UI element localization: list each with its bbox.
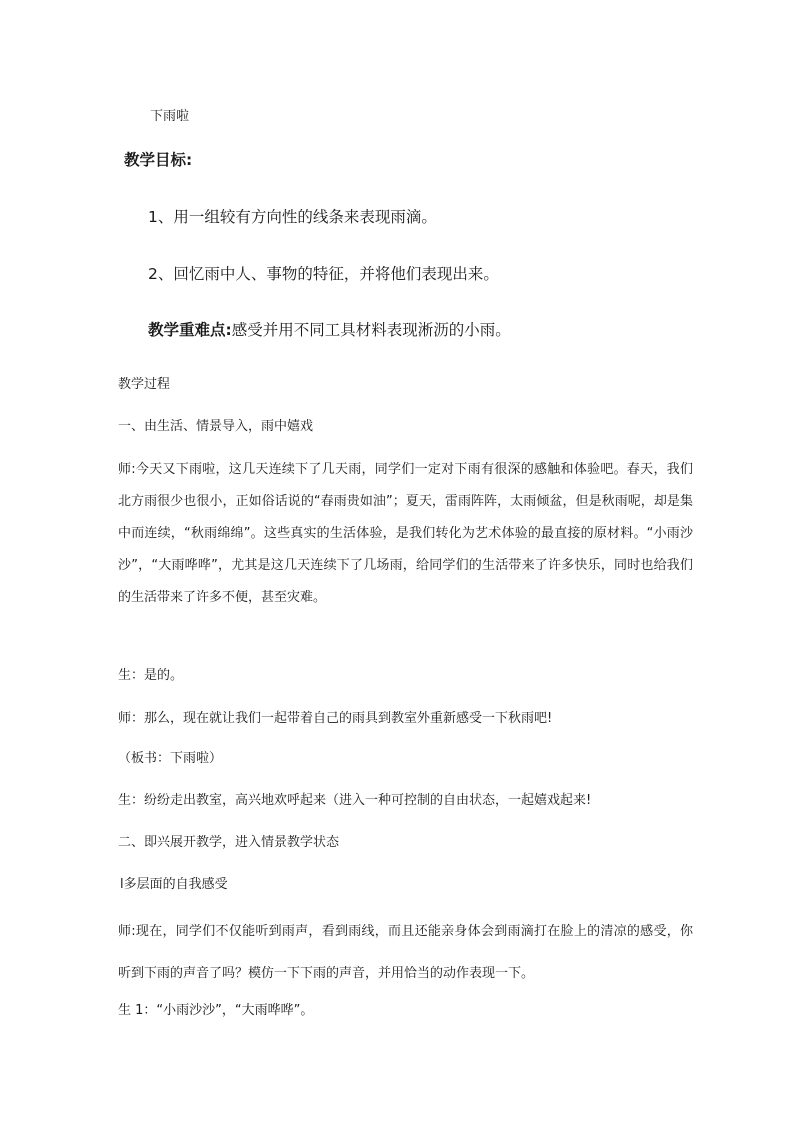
subsection-1: l多层面的自我感受 — [120, 877, 228, 892]
objective-2: 2、回忆雨中人、事物的特征，并将他们表现出来。 — [148, 265, 499, 283]
key-points-label: 教学重难点: — [148, 321, 232, 339]
process-heading: 教学过程 — [118, 377, 171, 392]
teacher-paragraph-1: 师:今天又下雨啦，这几天连续下了几天雨，同学们一定对下雨有很深的感触和体验吧。春天，我们北方雨很少也很小，正如俗话说的“春雨贵如油”；夏天，雷雨阵阵，太雨倾盆，但是秋雨呢，却是集中而连续，“秋雨绵绵”。这些真实的生活体验，是我们转化为艺术体验的最直接的原材料。“小雨沙沙”，“大雨哗哗”，尤其是这几天连续下了几场雨，给同学们的生活带来了许多快乐，同时也给我们的生活带来了许多不便，甚至灾难。 — [118, 462, 693, 605]
student-reply-1: 生：是的。 — [118, 668, 184, 683]
section-2-heading: 二、即兴展开教学，进入情景教学状态 — [118, 835, 340, 850]
key-points-text: 感受并用不同工具材料表现淅沥的小雨。 — [231, 321, 511, 339]
student-line-2: 生：纷纷走出教室，高兴地欢呼起来（进入一种可控制的自由状态，一起嬉戏起来! — [118, 793, 592, 808]
lesson-title: 下雨啦 — [150, 109, 190, 124]
section-1-heading: 一、由生活、情景导入，雨中嬉戏 — [118, 419, 314, 434]
board-note: （板书：下雨啦） — [118, 751, 223, 766]
student-line-3: 生 1：“小雨沙沙”，“大雨哗哗”。 — [118, 1003, 314, 1018]
objectives-heading: 教学目标: — [124, 151, 193, 169]
teacher-paragraph-3: 师:现在，同学们不仅能听到雨声，看到雨线，而且还能亲身体会到雨滴打在脸上的清凉的感受，你听到下雨的声音了吗？模仿一下下雨的声音，并用恰当的动作表现一下。 — [118, 924, 693, 981]
key-points — [148, 320, 511, 340]
teacher-line-2: 师：那么，现在就让我们一起带着自己的雨具到教室外重新感受一下秋雨吧! — [118, 711, 553, 726]
objective-1: 1、用一组较有方向性的线条来表现雨滴。 — [148, 208, 437, 226]
